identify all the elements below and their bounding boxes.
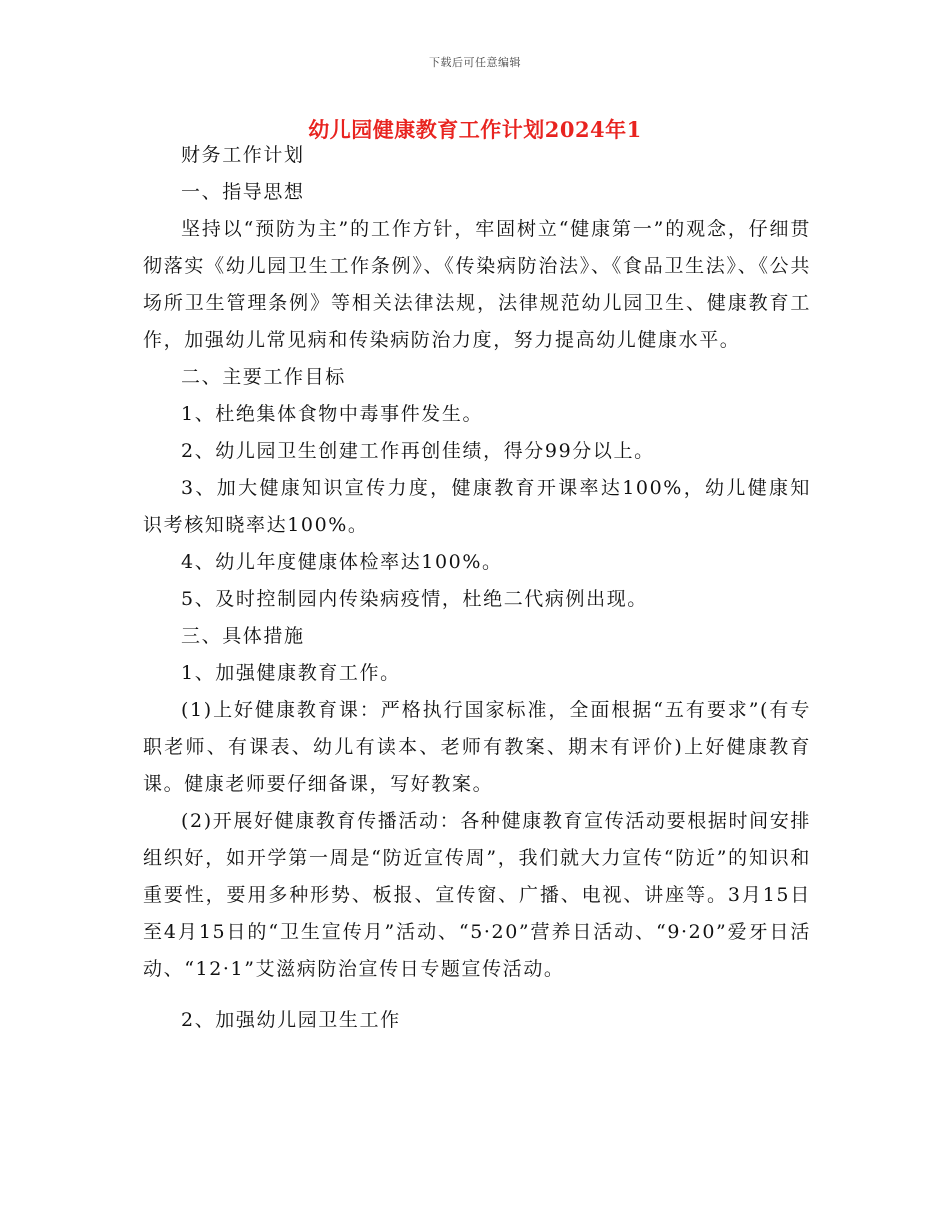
section-label-finance-plan: 财务工作计划 (181, 144, 305, 166)
measure-subitem-2: (2)开展好健康教育传播活动：各种健康教育宣传活动要根据时间安排组织好，如开学第一周是“防近宣传周”，我们就大力宣传“防近”的知识和重要性，要用多种形势、板报、宣传窗、广播、电视、讲座等。3月15日至4月15日的“卫生宣传月”活动、“5·20”营养日活动、“9·20”爱牙日活动、“12·1”艾滋病防治宣传日专题宣传活动。 (143, 810, 811, 980)
page-header: 下载后可任意编辑 (429, 56, 521, 69)
heading-guiding-ideology: 一、指导思想 (181, 181, 305, 203)
goal-item-1: 1、杜绝集体食物中毒事件发生。 (181, 403, 484, 425)
goal-item-3: 3、加大健康知识宣传力度，健康教育开课率达100%，幼儿健康知识考核知晓率达100%。 (143, 477, 811, 536)
measure-item-2: 2、加强幼儿园卫生工作 (181, 1009, 401, 1031)
measure-subitem-1: (1)上好健康教育课：严格执行国家标准，全面根据“五有要求”(有专职老师、有课表、幼儿有读本、老师有教案、期末有评价)上好健康教育课。健康老师要仔细备课，写好教案。 (143, 699, 811, 795)
goal-item-5: 5、及时控制园内传染病疫情，杜绝二代病例出现。 (181, 588, 648, 610)
measure-item-1: 1、加强健康教育工作。 (181, 662, 401, 684)
heading-specific-measures: 三、具体措施 (181, 625, 305, 647)
heading-main-goals: 二、主要工作目标 (181, 366, 346, 388)
paragraph-guiding-ideology: 坚持以“预防为主”的工作方针，牢固树立“健康第一”的观念，仔细贯彻落实《幼儿园卫生工作条例》、《传染病防治法》、《食品卫生法》、《公共场所卫生管理条例》等相关法律法规，法律规范幼儿园卫生、健康教育工作，加强幼儿常见病和传染病防治力度，努力提高幼儿健康水平。 (143, 218, 811, 351)
document-title: 幼儿园健康教育工作计划2024年1 (308, 117, 642, 142)
goal-item-4: 4、幼儿年度健康体检率达100%。 (181, 551, 503, 573)
goal-item-2: 2、幼儿园卫生创建工作再创佳绩，得分99分以上。 (181, 440, 655, 462)
document-body (143, 137, 811, 1039)
